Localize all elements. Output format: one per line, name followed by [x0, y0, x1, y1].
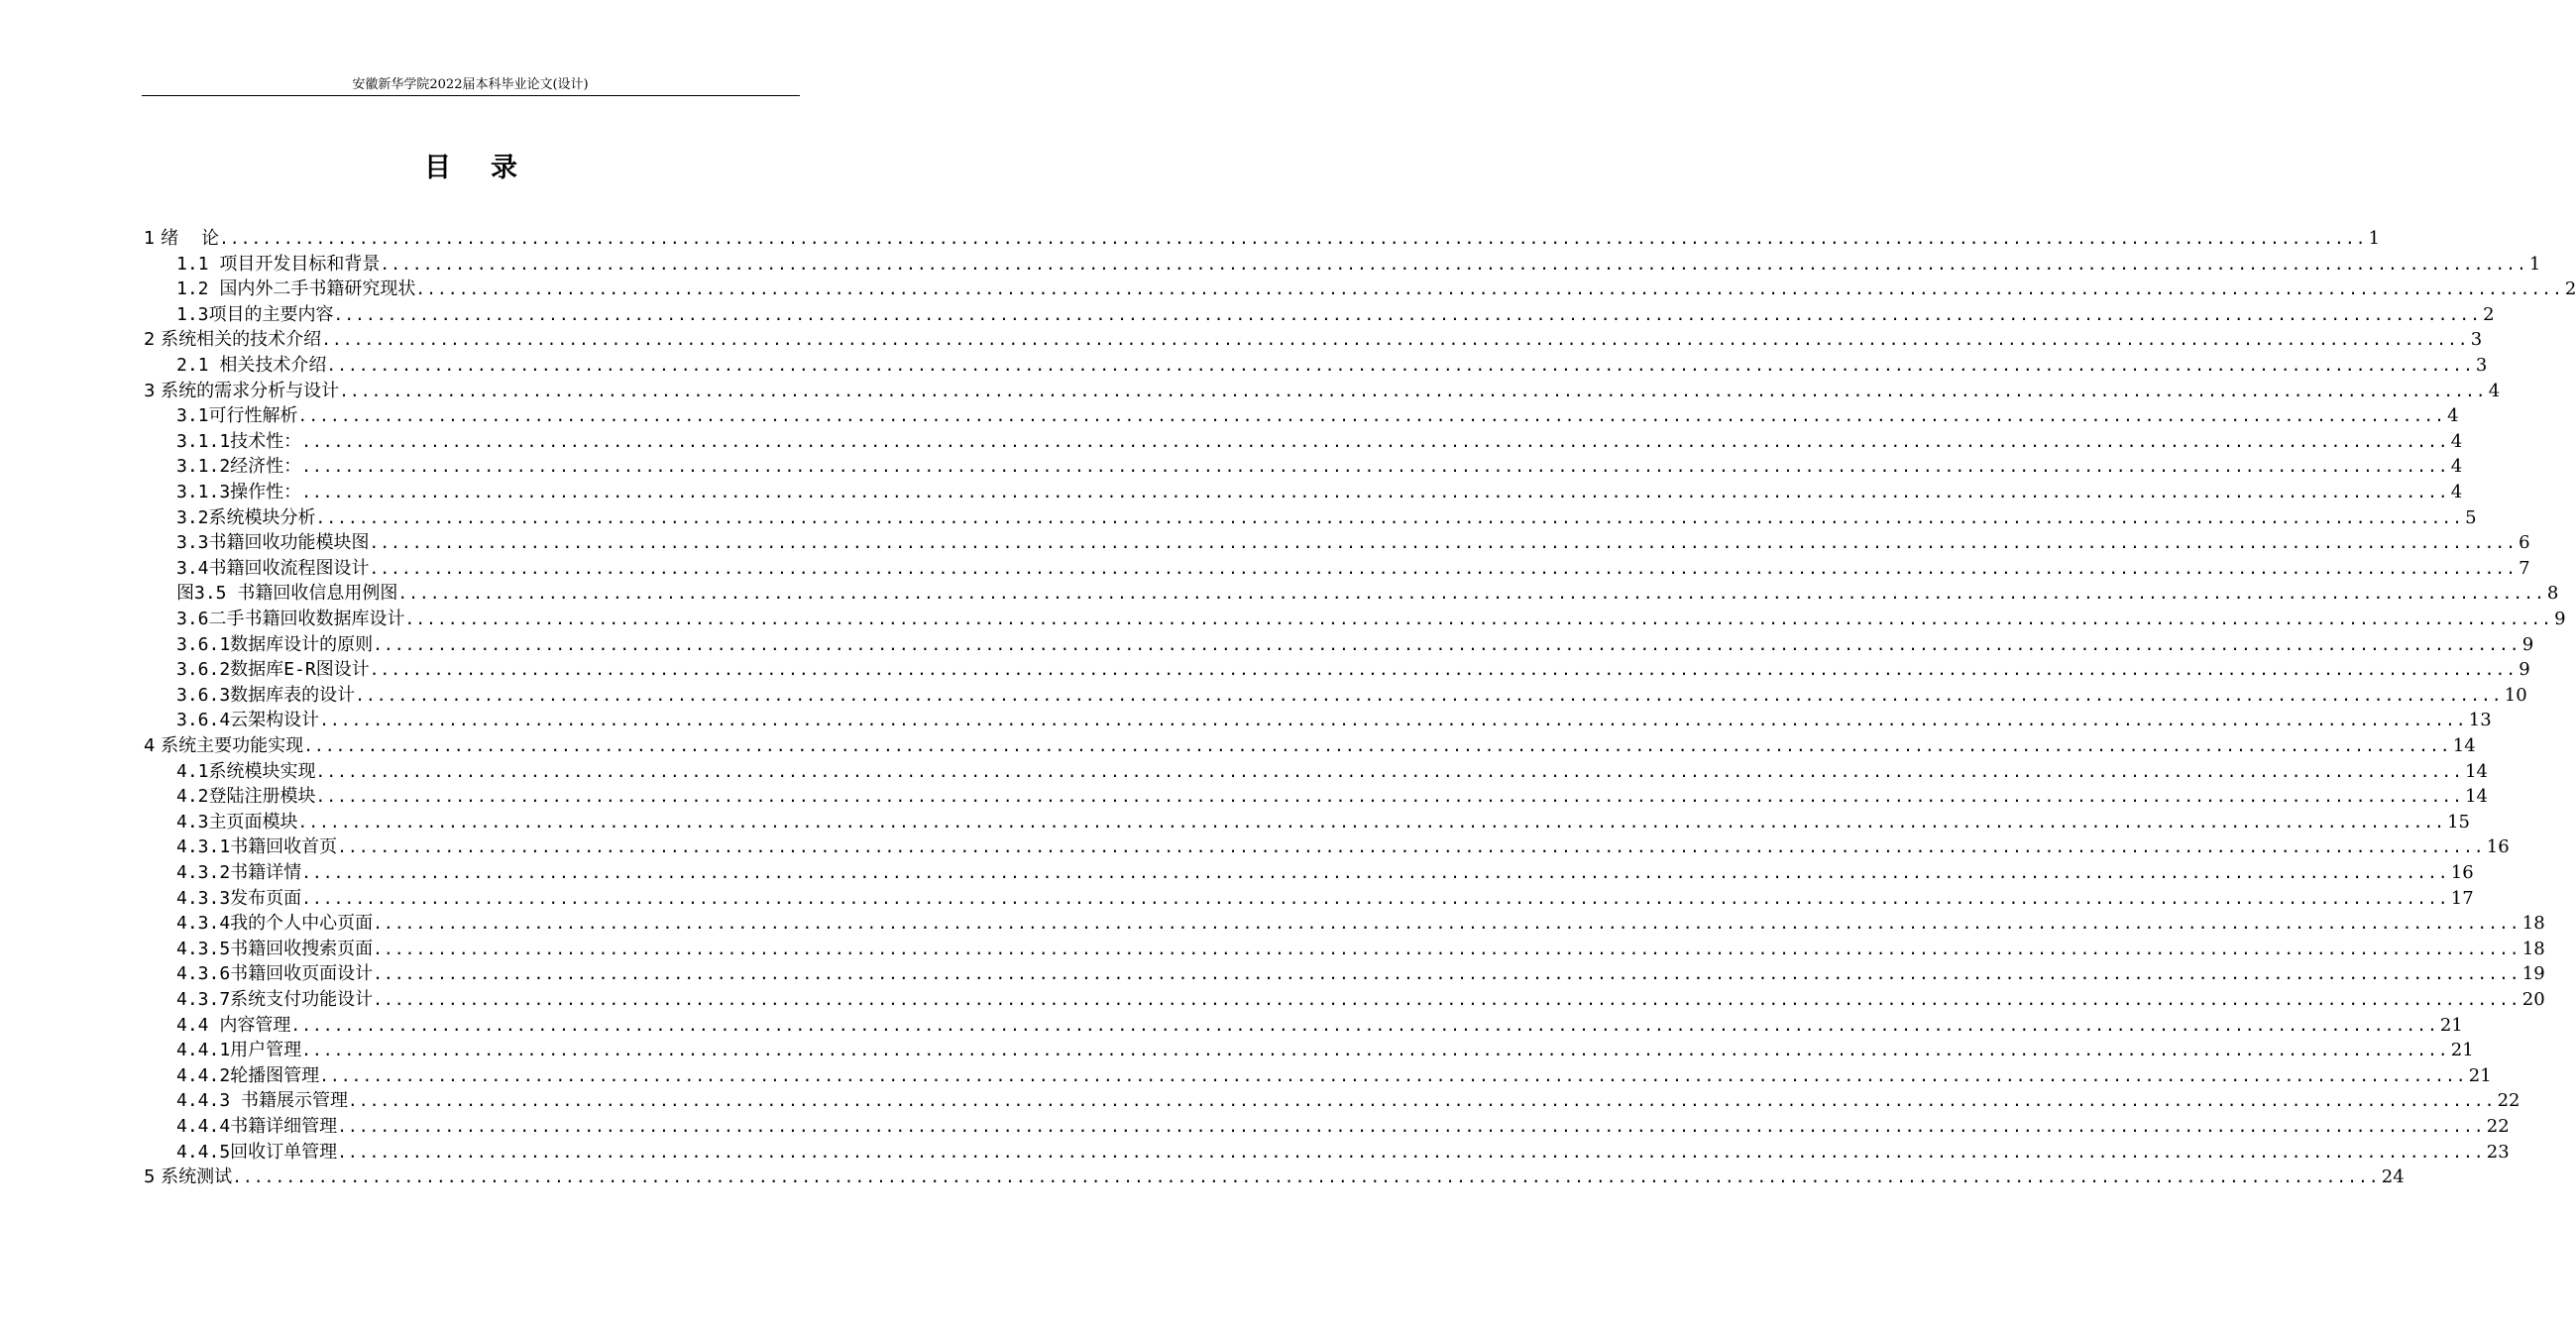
header-divider — [142, 95, 800, 96]
toc-entry-page-number: 1 — [2528, 253, 2541, 275]
toc-entry-page-number: 2 — [2483, 303, 2495, 325]
toc-entry-label: 4.3.7系统支付功能设计 — [176, 989, 374, 1010]
toc-entry[interactable] — [176, 834, 2510, 860]
toc-entry-label: 3.1.3操作性： — [176, 482, 302, 502]
toc-entry[interactable] — [176, 860, 2474, 886]
toc-dot-leader: ........................................................................................................................................................................................................ — [301, 1041, 2449, 1060]
toc-entry-page-number: 6 — [2519, 532, 2530, 554]
toc-entry-label: 4.1系统模块实现 — [176, 760, 316, 782]
toc-entry-page-number: 14 — [2465, 786, 2488, 808]
toc-entry[interactable] — [176, 530, 2530, 556]
toc-entry-label: 4.3.2书籍详情 — [176, 862, 302, 883]
toc-entry-page-number: 4 — [2450, 456, 2463, 478]
toc-entry-label: 3.4书籍回收流程图设计 — [176, 557, 370, 579]
toc-entry-label: 3.6二手书籍回收数据库设计 — [176, 609, 405, 629]
toc-dot-leader: ........................................................................................................................................................................................................ — [297, 812, 2446, 832]
toc-entry[interactable] — [176, 505, 2477, 531]
toc-dot-leader: ........................................................................................................................................................................................................ — [319, 1065, 2467, 1085]
toc-entry-label: 4.3.4我的个人中心页面 — [176, 913, 374, 935]
toc-entry[interactable] — [176, 252, 2541, 278]
toc-entry[interactable] — [176, 784, 2488, 810]
toc-entry[interactable] — [176, 302, 2495, 328]
toc-entry[interactable] — [176, 911, 2545, 937]
toc-entry[interactable] — [176, 759, 2488, 785]
toc-entry-label: 3.6.1数据库设计的原则 — [176, 633, 374, 655]
toc-dot-leader: ........................................................................................................................................................................................................ — [380, 254, 2527, 274]
toc-dot-leader: ........................................................................................................................................................................................................ — [321, 330, 2469, 350]
toc-entry-page-number: 17 — [2450, 887, 2474, 909]
toc-entry-page-number: 4 — [2450, 482, 2463, 502]
toc-entry[interactable] — [144, 226, 2381, 252]
toc-entry-page-number: 21 — [2439, 1014, 2463, 1036]
toc-dot-leader: ........................................................................................................................................................................................................ — [373, 939, 2520, 958]
toc-entry-label: 3 系统的需求分析与设计 — [144, 380, 340, 401]
toc-entry[interactable] — [176, 1063, 2492, 1089]
toc-dot-leader: ........................................................................................................................................................................................................ — [301, 483, 2449, 501]
toc-entry-label: 4.3.1书籍回收首页 — [176, 836, 338, 858]
toc-entry-page-number: 20 — [2521, 989, 2545, 1010]
toc-entry-page-number: 3 — [2470, 329, 2483, 351]
toc-entry[interactable] — [176, 1013, 2463, 1039]
toc-entry-label: 4.4.5回收订单管理 — [176, 1141, 338, 1163]
toc-entry-label: 3.6.2数据库E-R图设计 — [176, 659, 370, 681]
toc-entry-page-number: 21 — [2468, 1064, 2492, 1086]
toc-entry[interactable] — [176, 607, 2566, 632]
toc-entry[interactable] — [176, 961, 2545, 987]
toc-entry[interactable] — [144, 733, 2476, 759]
toc-dot-leader: ........................................................................................................................................................................................................ — [337, 837, 2485, 857]
toc-entry[interactable] — [144, 379, 2501, 404]
toc-entry[interactable] — [176, 1114, 2510, 1140]
toc-dot-leader: ........................................................................................................................................................................................................ — [326, 356, 2474, 375]
toc-dot-leader: ........................................................................................................................................................................................................ — [373, 634, 2520, 654]
toc-entry[interactable] — [176, 683, 2527, 709]
toc-dot-leader: ........................................................................................................................................................................................................ — [373, 964, 2520, 984]
toc-entry-page-number: 22 — [2486, 1116, 2510, 1137]
toc-entry-page-number: 22 — [2497, 1090, 2520, 1112]
toc-entry[interactable] — [176, 556, 2530, 582]
toc-entry-label: 1 绪 论 — [144, 228, 220, 249]
toc-entry-label: 4.3.5书籍回收搜索页面 — [176, 938, 374, 959]
toc-dot-leader: ........................................................................................................................................................................................................ — [315, 507, 2464, 527]
toc-entry-label: 3.2系统模块分析 — [176, 506, 316, 528]
page-title: 目录 — [424, 153, 557, 183]
toc-entry-label: 3.1.1技术性： — [176, 430, 302, 452]
toc-entry-label: 图3.5 书籍回收信息用例图 — [176, 583, 398, 605]
toc-entry[interactable] — [176, 480, 2463, 505]
toc-entry-label: 4.4.3 书籍展示管理 — [176, 1090, 349, 1112]
toc-entry-label: 4.4.1用户管理 — [176, 1040, 302, 1061]
toc-entry[interactable] — [176, 277, 2576, 302]
toc-entry-page-number: 24 — [2381, 1166, 2405, 1188]
toc-dot-leader: ........................................................................................................................................................................................................ — [333, 304, 2482, 324]
toc-entry-page-number: 15 — [2447, 811, 2470, 832]
toc-entry-page-number: 4 — [2447, 405, 2459, 427]
toc-dot-leader: ........................................................................................................................................................................................................ — [339, 381, 2487, 400]
toc-entry-label: 4.3.3发布页面 — [176, 887, 302, 909]
toc-entry-page-number: 3 — [2475, 355, 2488, 376]
toc-entry-page-number: 19 — [2521, 963, 2545, 985]
toc-entry-page-number: 9 — [2521, 633, 2534, 655]
toc-dot-leader: ........................................................................................................................................................................................................ — [301, 888, 2449, 908]
toc-entry-label: 1.1 项目开发目标和背景 — [176, 253, 381, 275]
toc-dot-leader: ........................................................................................................................................................................................................ — [319, 711, 2467, 730]
toc-dot-leader: ........................................................................................................................................................................................................ — [290, 1015, 2438, 1035]
toc-entry-label: 1.3项目的主要内容 — [176, 303, 334, 325]
toc-entry-label: 4.4 内容管理 — [176, 1014, 291, 1036]
toc-entry-label: 4.4.4书籍详细管理 — [176, 1116, 338, 1137]
toc-entry[interactable] — [176, 632, 2534, 658]
toc-entry[interactable] — [176, 937, 2545, 962]
toc-entry-label: 3.3书籍回收功能模块图 — [176, 532, 370, 554]
toc-dot-leader: ........................................................................................................................................................................................................ — [219, 229, 2367, 248]
toc-entry-page-number: 23 — [2486, 1141, 2510, 1163]
toc-entry-page-number: 18 — [2521, 938, 2545, 959]
toc-entry-label: 4.4.2轮播图管理 — [176, 1064, 320, 1086]
toc-dot-leader: ........................................................................................................................................................................................................ — [303, 736, 2451, 755]
toc-dot-leader: ........................................................................................................................................................................................................ — [404, 610, 2553, 628]
toc-dot-leader: ........................................................................................................................................................................................................ — [337, 1117, 2485, 1136]
toc-dot-leader: ........................................................................................................................................................................................................ — [348, 1091, 2496, 1111]
toc-entry[interactable] — [176, 886, 2474, 912]
toc-entry[interactable] — [176, 708, 2492, 733]
toc-entry[interactable] — [144, 327, 2483, 353]
toc-dot-leader: ........................................................................................................................................................................................................ — [337, 1142, 2485, 1162]
toc-entry[interactable] — [176, 353, 2488, 379]
toc-entry-page-number: 1 — [2368, 228, 2381, 249]
toc-entry[interactable] — [144, 1165, 2405, 1190]
toc-entry-page-number: 2 — [2564, 278, 2576, 300]
toc-entry-label: 1.2 国内外二手书籍研究现状 — [176, 278, 416, 300]
toc-entry-label: 4.2登陆注册模块 — [176, 786, 316, 808]
toc-entry-label: 2 系统相关的技术介绍 — [144, 329, 322, 351]
toc-entry[interactable] — [176, 581, 2559, 607]
toc-dot-leader: ........................................................................................................................................................................................................ — [301, 431, 2449, 451]
toc-entry-page-number: 8 — [2546, 583, 2559, 605]
toc-dot-leader: ........................................................................................................................................................................................................ — [373, 990, 2520, 1009]
toc-entry-label: 5 系统测试 — [144, 1166, 233, 1188]
toc-entry[interactable] — [176, 987, 2545, 1013]
toc-entry[interactable] — [176, 429, 2463, 455]
toc-dot-leader: ........................................................................................................................................................................................................ — [355, 685, 2503, 705]
toc-entry-page-number: 7 — [2519, 557, 2530, 579]
page-header: 安徽新华学院2022届本科毕业论文(设计) — [352, 77, 589, 92]
toc-entry-page-number: 14 — [2452, 735, 2476, 756]
toc-entry-label: 4.3.6书籍回收页面设计 — [176, 963, 374, 985]
toc-entry-page-number: 4 — [2488, 380, 2501, 401]
toc-entry-page-number: 9 — [2519, 659, 2530, 681]
toc-entry-page-number: 13 — [2468, 710, 2492, 731]
toc-entry[interactable] — [176, 810, 2470, 835]
toc-dot-leader: ........................................................................................................................................................................................................ — [232, 1167, 2380, 1187]
toc-dot-leader: ........................................................................................................................................................................................................ — [315, 787, 2464, 807]
toc-entry[interactable] — [176, 1140, 2510, 1166]
toc-dot-leader: ........................................................................................................................................................................................................ — [397, 584, 2545, 604]
toc-entry-page-number: 16 — [2486, 836, 2510, 858]
toc-dot-leader: ........................................................................................................................................................................................................ — [369, 660, 2518, 680]
toc-entry-label: 3.6.4云架构设计 — [176, 710, 320, 731]
toc-entry-label: 2.1 相关技术介绍 — [176, 355, 327, 376]
toc-entry-page-number: 21 — [2450, 1040, 2474, 1061]
toc-dot-leader: ........................................................................................................................................................................................................ — [373, 914, 2520, 934]
toc-entry-label: 4 系统主要功能实现 — [144, 735, 304, 756]
toc-entry-label: 3.6.3数据库表的设计 — [176, 684, 356, 706]
toc-entry-page-number: 14 — [2465, 760, 2488, 782]
toc-dot-leader: ........................................................................................................................................................................................................ — [297, 406, 2446, 426]
toc-entry-page-number: 10 — [2504, 684, 2527, 706]
toc-entry-page-number: 18 — [2521, 913, 2545, 935]
toc-entry[interactable] — [176, 657, 2530, 683]
toc-dot-leader: ........................................................................................................................................................................................................ — [369, 558, 2518, 578]
toc-entry-page-number: 5 — [2465, 506, 2477, 528]
toc-dot-leader: ........................................................................................................................................................................................................ — [315, 761, 2464, 781]
toc-entry[interactable] — [176, 1038, 2474, 1063]
toc-entry[interactable] — [176, 403, 2459, 429]
toc-entry[interactable] — [176, 454, 2463, 480]
toc-entry-label: 3.1可行性解析 — [176, 405, 298, 427]
toc-entry-label: 3.1.2经济性： — [176, 456, 302, 478]
toc-entry-page-number: 4 — [2450, 430, 2463, 452]
toc-entry-label: 4.3主页面模块 — [176, 811, 298, 832]
toc-entry-page-number: 16 — [2450, 862, 2474, 883]
toc-dot-leader: ........................................................................................................................................................................................................ — [301, 457, 2449, 477]
toc-entry-page-number: 9 — [2554, 609, 2566, 629]
toc-dot-leader: ........................................................................................................................................................................................................ — [301, 863, 2449, 882]
toc-dot-leader: ........................................................................................................................................................................................................ — [369, 533, 2518, 553]
toc-dot-leader: ........................................................................................................................................................................................................ — [415, 279, 2563, 299]
toc-entry[interactable] — [176, 1088, 2520, 1114]
